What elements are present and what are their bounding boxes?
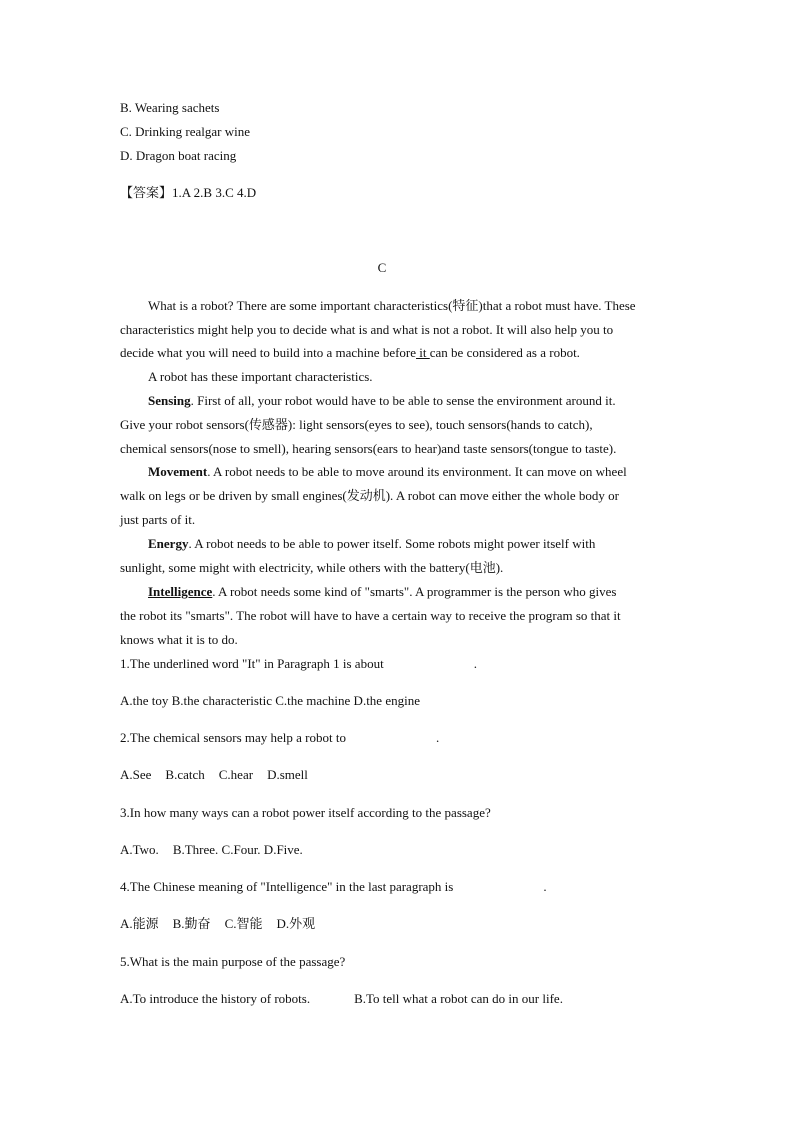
intelligence-line1 [148,584,616,600]
option-d: D.外观 [276,916,316,931]
option-b: B.To tell what a robot can do in our life. [354,991,563,1006]
option-b: B.勤奋 [172,916,211,931]
question-1-text: 1.The underlined word "It" in Paragraph 1 is about [120,656,384,671]
sensing-keyword: Sensing [148,393,191,408]
option-d: D.smell [267,767,308,782]
energy-line2: sunlight, some might with electricity, while others with the battery(电池). [120,560,504,575]
option-c: C.hear [218,767,254,782]
intelligence-text: . A robot needs some kind of "smarts". A programmer is the person who gives [212,584,617,599]
question-4-text: 4.The Chinese meaning of "Intelligence" in the last paragraph is [120,879,454,894]
movement-text: . A robot needs to be able to move around its environment. It can move on wheel [207,464,627,479]
question-4: 4.The Chinese meaning of "Intelligence" in the last paragraph is . [120,879,547,894]
answer-key: 【答案】1.A 2.B 3.C 4.D [120,185,257,200]
question-3-options [120,842,303,858]
passage-p2: A robot has these important characteristics. [148,369,373,384]
sensing-line1 [148,393,616,409]
option-b: B.catch [165,767,205,782]
intelligence-keyword: Intelligence [148,584,213,599]
question-1-options: A.the toy B.the characteristic C.the machine D.the engine [120,693,420,708]
energy-text: . A robot needs to be able to power itself. Some robots might power itself with [188,536,596,551]
sensing-line3: chemical sensors(nose to smell), hearing sensors(ears to hear)and taste sensors(tongue to taste). [120,441,617,456]
question-1: 1.The underlined word "It" in Paragraph 1 is about . [120,656,477,671]
question-2-text: 2.The chemical sensors may help a robot to [120,730,346,745]
section-label: C [377,260,387,275]
option-c: C.智能 [224,916,263,931]
option-b-c-d: B.Three. C.Four. D.Five. [172,842,303,857]
option-a: A.Two. [120,842,159,857]
option-a: A.See [120,767,152,782]
question-5-options [120,991,563,1007]
intelligence-line3: knows what it is to do. [120,632,238,647]
question-4-options [120,916,315,932]
movement-line1 [148,464,627,480]
option-c: C. Drinking realgar wine [120,124,250,139]
p1-line3-end: can be considered as a robot. [429,345,580,360]
movement-line3: just parts of it. [120,512,196,527]
question-2-options [120,767,308,783]
energy-line1 [148,536,595,552]
sensing-text: . First of all, your robot would have to be able to sense the environment around it. [190,393,616,408]
question-5: 5.What is the main purpose of the passage? [120,954,346,969]
passage-p1-line2: characteristics might help you to decide what is and what is not a robot. It will also help you to [120,322,614,337]
p1-line3-start: decide what you will need to build into a machine before [120,345,417,360]
passage-p1-line3 [120,345,580,361]
option-a: A.能源 [120,916,159,931]
question-2: 2.The chemical sensors may help a robot to . [120,730,440,745]
option-b: B. Wearing sachets [120,100,220,115]
energy-keyword: Energy [148,536,189,551]
movement-keyword: Movement [148,464,208,479]
passage-p1-line1: What is a robot? There are some important characteristics(特征)that a robot must have. These [148,298,636,313]
sensing-line2: Give your robot sensors(传感器): light sensors(eyes to see), touch sensors(hands to catch), [120,417,593,432]
option-a: A.To introduce the history of robots. [120,991,311,1006]
option-d: D. Dragon boat racing [120,148,237,163]
movement-line2: walk on legs or be driven by small engines(发动机). A robot can move either the whole body or [120,488,619,503]
intelligence-line2: the robot its "smarts". The robot will have to have a certain way to receive the program so that it [120,608,621,623]
underlined-it: it [416,345,430,360]
question-3: 3.In how many ways can a robot power itself according to the passage? [120,805,491,820]
